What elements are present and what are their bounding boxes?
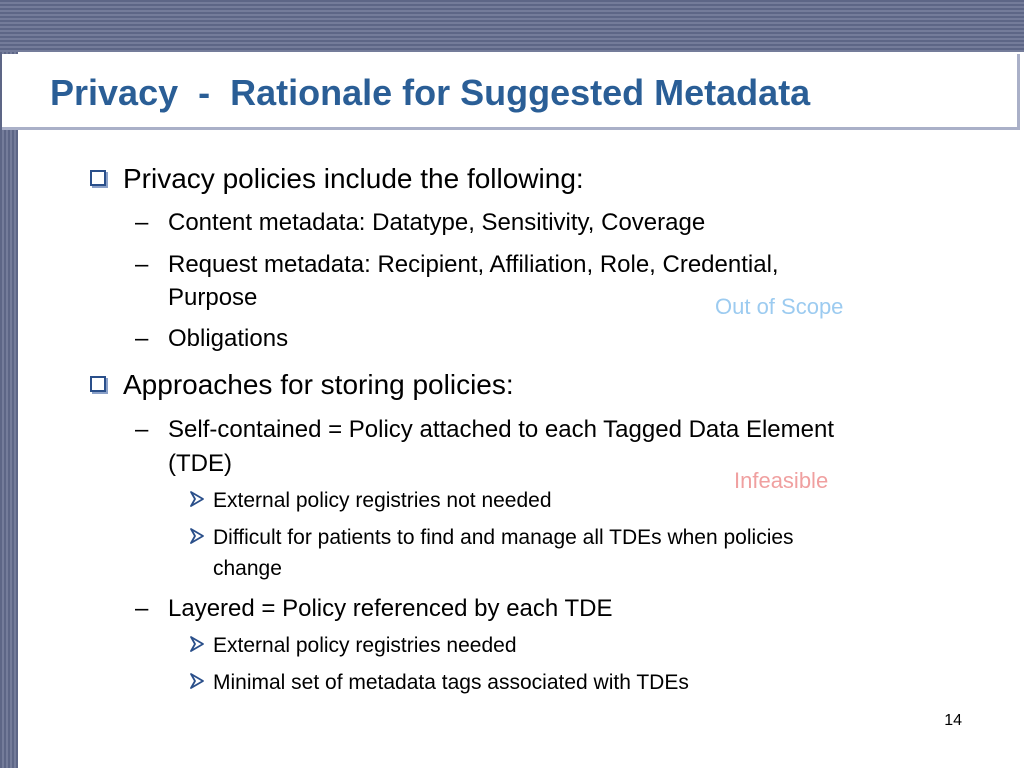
square-bullet-icon [90, 170, 106, 186]
dash-bullet-icon: – [135, 209, 149, 236]
top-decorative-band [0, 0, 1024, 52]
bullet-privacy-policies: Privacy policies include the following: [123, 163, 584, 194]
arrow-bullet-icon [188, 672, 206, 695]
bullet-request-metadata-cont: Purpose [168, 284, 258, 311]
bullet-difficult-patients-cont: change [213, 557, 282, 580]
out-of-scope-note: Out of Scope [715, 294, 844, 319]
left-decorative-band [0, 52, 18, 768]
dash-bullet-icon: – [135, 595, 149, 622]
bullet-self-contained: Self-contained = Policy attached to each Tagged Data Element [168, 416, 834, 443]
bullet-request-metadata: Request metadata: Recipient, Affiliation, Role, Credential, [168, 251, 779, 278]
bullet-self-contained-cont: (TDE) [168, 450, 232, 477]
arrow-bullet-icon [188, 527, 206, 550]
bullet-approaches: Approaches for storing policies: [123, 369, 514, 400]
dash-bullet-icon: – [135, 251, 149, 278]
slide-title: Privacy - Rationale for Suggested Metadata [50, 72, 811, 113]
square-bullet-icon [90, 376, 106, 392]
dash-bullet-icon: – [135, 416, 149, 443]
arrow-bullet-icon [188, 635, 206, 658]
arrow-bullet-icon [188, 490, 206, 513]
dash-bullet-icon: – [135, 325, 149, 352]
bullet-no-registries: External policy registries not needed [213, 489, 552, 512]
infeasible-note: Infeasible [734, 468, 829, 493]
bullet-layered: Layered = Policy referenced by each TDE [168, 595, 613, 622]
bullet-registries-needed: External policy registries needed [213, 634, 517, 657]
bullet-obligations: Obligations [168, 325, 289, 352]
bullet-content-metadata: Content metadata: Datatype, Sensitivity, Coverage [168, 209, 706, 236]
bullet-difficult-patients: Difficult for patients to find and manage all TDEs when policies [213, 526, 794, 549]
bullet-minimal-tags: Minimal set of metadata tags associated with TDEs [213, 671, 689, 694]
page-number: 14 [944, 712, 962, 729]
